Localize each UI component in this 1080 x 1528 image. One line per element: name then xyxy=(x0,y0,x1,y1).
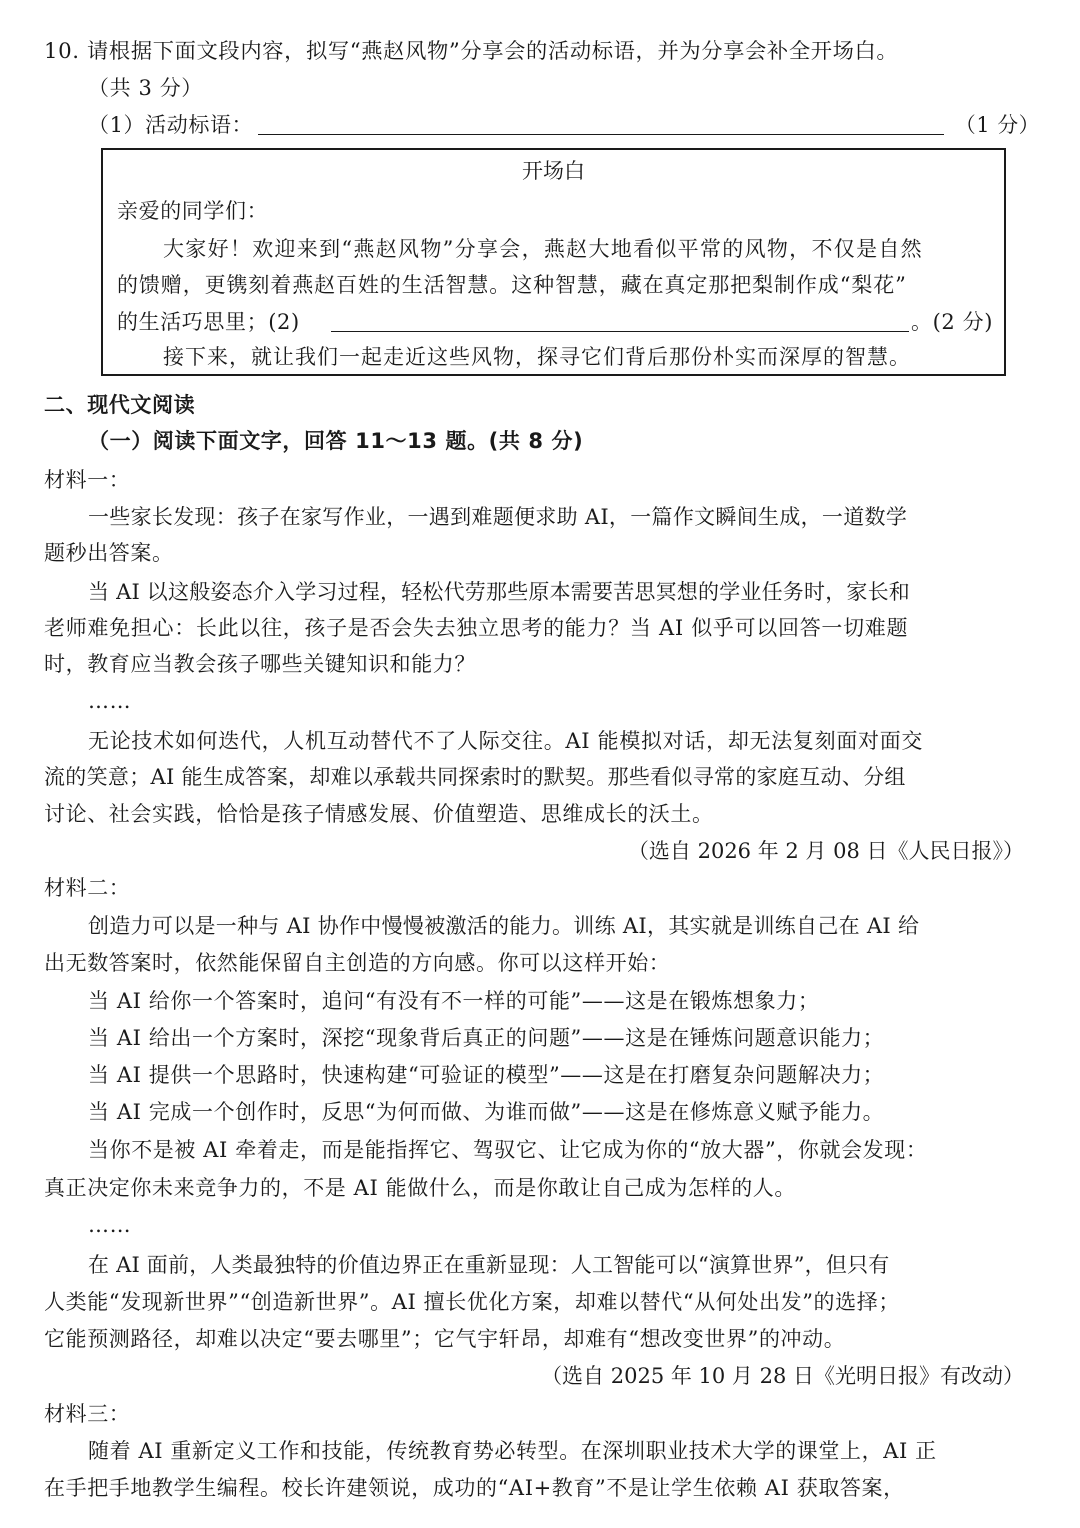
material2-line: 真正决定你未来竞争力的，不是 AI 能做什么，而是你敢让自己成为怎样的人。 xyxy=(44,1176,797,1200)
material2-line: 当你不是被 AI 牵着走，而是能指挥它、驾驭它、让它成为你的“放大器”，你就会发现： xyxy=(88,1138,928,1162)
question-10-prompt: 10. 请根据下面文段内容，拟写“燕赵风物”分享会的活动标语，并为分享会补全开场白。 xyxy=(44,39,899,64)
material2-line: 人类能“发现新世界”“创造新世界”。AI 擅长优化方案，却难以替代“从何处出发”的选择； xyxy=(44,1290,900,1314)
material2-ellipsis: …… xyxy=(88,1213,132,1237)
section-sub-heading: （一）阅读下面文字，回答 11～13 题。(共 8 分) xyxy=(88,429,584,453)
opening-para-line-suffix: 。(2 分) xyxy=(911,310,994,334)
opening-closing: 接下来，就让我们一起走近这些风物，探寻它们背后那份朴实而深厚的智慧。 xyxy=(163,345,911,369)
opening-para-line: 大家好！欢迎来到“燕赵风物”分享会，燕赵大地看似平常的风物，不仅是自然 xyxy=(163,237,923,261)
material1-line: 一些家长发现：孩子在家写作业，一遇到难题便求助 AI，一篇作文瞬间生成，一道数学 xyxy=(88,505,908,529)
opening-remarks-title: 开场白 xyxy=(522,159,585,183)
material2-line: 当 AI 给你一个答案时，追问“有没有不一样的可能”——这是在锻炼想象力； xyxy=(88,989,820,1013)
material1-line: 流的笑意；AI 能生成答案，却难以承载共同探索时的默契。那些看似寻常的家庭互动、分组 xyxy=(44,765,906,789)
opening-remarks-box xyxy=(101,148,1006,376)
material1-line: 无论技术如何迭代，人机互动替代不了人际交往。AI 能模拟对话，却无法复刻面对面交 xyxy=(88,729,924,753)
material2-line: 当 AI 提供一个思路时，快速构建“可验证的模型”——这是在打磨复杂问题解决力； xyxy=(88,1063,885,1087)
material2-line: 创造力可以是一种与 AI 协作中慢慢被激活的能力。训练 AI，其实就是训练自己在 AI 给 xyxy=(88,914,920,938)
question-10-points: （共 3 分） xyxy=(88,76,203,100)
material3-line: 在手把手地教学生编程。校长许建领说，成功的“AI+教育”不是让学生依赖 AI 获取答案， xyxy=(44,1476,905,1500)
material2-line: 它能预测路径，却难以决定“要去哪里”；它气宇轩昂，却难有“想改变世界”的冲动。 xyxy=(44,1327,846,1351)
material3-label: 材料三： xyxy=(44,1402,131,1426)
item1-label: （1）活动标语： xyxy=(88,113,254,137)
material1-line: 老师难免担心：长此以往，孩子是否会失去独立思考的能力？当 AI 似乎可以回答一切难题 xyxy=(44,616,909,640)
material2-line: 当 AI 给出一个方案时，深挖“现象背后真正的问题”——这是在锤炼问题意识能力； xyxy=(88,1026,885,1050)
material2-label: 材料二： xyxy=(44,876,131,900)
material1-line: 时，教育应当教会孩子哪些关键知识和能力？ xyxy=(44,652,476,676)
material1-source: （选自 2026 年 2 月 08 日《人民日报》） xyxy=(627,839,1024,863)
material1-line: 当 AI 以这般姿态介入学习过程，轻松代劳那些原本需要苦思冥想的学业任务时，家长和 xyxy=(88,580,911,604)
section-heading: 二、现代文阅读 xyxy=(44,393,196,417)
material1-label: 材料一： xyxy=(44,468,131,492)
opening-greeting: 亲爱的同学们： xyxy=(117,199,269,223)
material2-line: 当 AI 完成一个创作时，反思“为何而做、为谁而做”——这是在修炼意义赋予能力。 xyxy=(88,1100,885,1124)
opening-answer-blank[interactable] xyxy=(331,309,909,332)
material1-line: 讨论、社会实践，恰恰是孩子情感发展、价值塑造、思维成长的沃土。 xyxy=(44,802,714,826)
material2-source: （选自 2025 年 10 月 28 日《光明日报》有改动） xyxy=(541,1364,1024,1388)
material2-line: 在 AI 面前，人类最独特的价值边界正在重新显现：人工智能可以“演算世界”，但只有 xyxy=(88,1253,890,1277)
opening-para-line-prefix: 的生活巧思里；(2) xyxy=(117,310,300,334)
slogan-answer-blank[interactable] xyxy=(258,112,944,135)
item1-points: （1 分） xyxy=(955,113,1041,137)
material2-line: 出无数答案时，依然能保留自主创造的方向感。你可以这样开始： xyxy=(44,951,671,975)
material1-line: 题秒出答案。 xyxy=(44,541,174,565)
material1-ellipsis: …… xyxy=(88,689,132,713)
opening-para-line: 的馈赠，更镌刻着燕赵百姓的生活智慧。这种智慧，藏在真定那把梨制作成“梨花” xyxy=(117,273,907,297)
material3-line: 随着 AI 重新定义工作和技能，传统教育势必转型。在深圳职业技术大学的课堂上，AI 正 xyxy=(88,1439,937,1463)
